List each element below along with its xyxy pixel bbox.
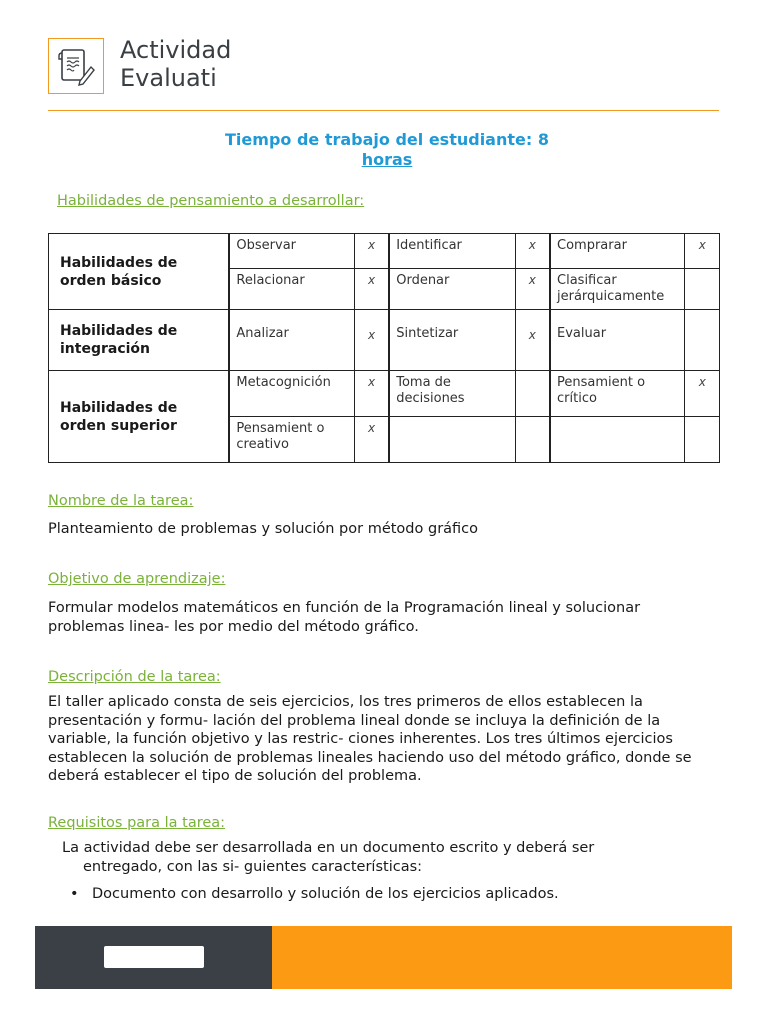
skill-cell: Pensamient o creativo — [229, 417, 354, 463]
work-time-hours-link[interactable]: horas — [361, 150, 413, 169]
title-line-2: Evaluati — [120, 64, 217, 92]
description-heading: Descripción de la tarea: — [48, 669, 221, 685]
objective-text — [48, 599, 640, 636]
skill-mark: x — [354, 310, 389, 371]
category-cell: Habilidades de orden superior — [49, 371, 230, 463]
category-cell: Habilidades de orden básico — [49, 234, 230, 310]
skill-cell: Toma de decisiones — [389, 371, 515, 417]
skill-mark: x — [515, 234, 550, 269]
skill-cell: Evaluar — [550, 310, 685, 371]
skill-cell: Observar — [229, 234, 354, 269]
skill-mark: x — [354, 269, 389, 310]
description-line: El taller aplicado consta de seis ejercicios, los tres primeros de ellos establecen la — [48, 694, 643, 710]
skill-cell: Analizar — [229, 310, 354, 371]
skill-cell: Relacionar — [229, 269, 354, 310]
skill-mark — [685, 310, 720, 371]
requirements-heading: Requisitos para la tarea: — [48, 815, 226, 831]
table-row — [49, 310, 720, 371]
footer-orange-band — [272, 926, 732, 989]
objective-line: Formular modelos matemáticos en función de la Programación lineal y solucionar — [48, 600, 641, 616]
skill-cell: Comprarar — [550, 234, 685, 269]
category-cell: Habilidades de integración — [49, 310, 230, 371]
skills-table — [48, 233, 720, 463]
skill-mark: x — [354, 417, 389, 463]
skill-mark: x — [685, 371, 720, 417]
skill-mark: x — [354, 371, 389, 417]
skill-mark — [685, 417, 720, 463]
description-line: deberá establecer el tipo de solución del problema. — [48, 768, 422, 784]
table-row — [49, 234, 720, 269]
skill-mark — [515, 417, 550, 463]
bullet-text: Documento con desarrollo y solución de los ejercicios aplicados. — [92, 886, 559, 902]
skill-cell: Metacognición — [229, 371, 354, 417]
footer-logo-placeholder — [104, 946, 204, 968]
skill-mark: x — [354, 234, 389, 269]
skill-mark: x — [515, 269, 550, 310]
skill-cell: Sintetizar — [389, 310, 515, 371]
table-row — [49, 371, 720, 417]
list-item — [70, 885, 559, 903]
task-name-text: Planteamiento de problemas y solución por método gráfico — [48, 521, 479, 537]
requirements-intro — [62, 839, 594, 876]
description-line: presentación y formu- lación del problema lineal donde se incluya la definición de la — [48, 712, 661, 729]
skill-mark — [515, 371, 550, 417]
requirements-line: La actividad debe ser desarrollada en un documento escrito y deberá ser — [62, 840, 595, 856]
skill-mark — [685, 269, 720, 310]
description-line: variable, la función objetivo y las restric- ciones inherentes. Los tres últimos ejercicios — [48, 731, 673, 747]
objective-line: problemas linea- les por medio del método gráfico. — [48, 618, 419, 635]
skill-cell: Clasificar jerárquicamente — [550, 269, 685, 310]
skill-cell — [550, 417, 685, 463]
requirements-line: entregado, con las si- guientes características: — [83, 858, 423, 875]
document-edit-icon — [58, 47, 96, 87]
objective-heading: Objetivo de aprendizaje: — [48, 571, 226, 587]
logo-box — [48, 38, 104, 94]
skill-cell: Identificar — [389, 234, 515, 269]
skill-cell — [389, 417, 515, 463]
title-line-1: Actividad — [120, 36, 232, 64]
document-title — [120, 36, 231, 92]
task-name-heading: Nombre de la tarea: — [48, 493, 194, 509]
skill-mark: x — [685, 234, 720, 269]
skill-mark: x — [515, 310, 550, 371]
header-divider — [48, 110, 719, 111]
description-text — [48, 693, 692, 786]
skill-cell: Pensamient o crítico — [550, 371, 685, 417]
skill-cell: Ordenar — [389, 269, 515, 310]
work-time-heading — [48, 130, 726, 170]
bullet-icon: • — [70, 886, 79, 902]
description-line: establecen la solución de problemas lineales haciendo uso del método gráfico, donde se — [48, 749, 692, 766]
skills-heading: Habilidades de pensamiento a desarrollar: — [57, 193, 365, 209]
work-time-line: Tiempo de trabajo del estudiante: 8 — [225, 130, 549, 149]
